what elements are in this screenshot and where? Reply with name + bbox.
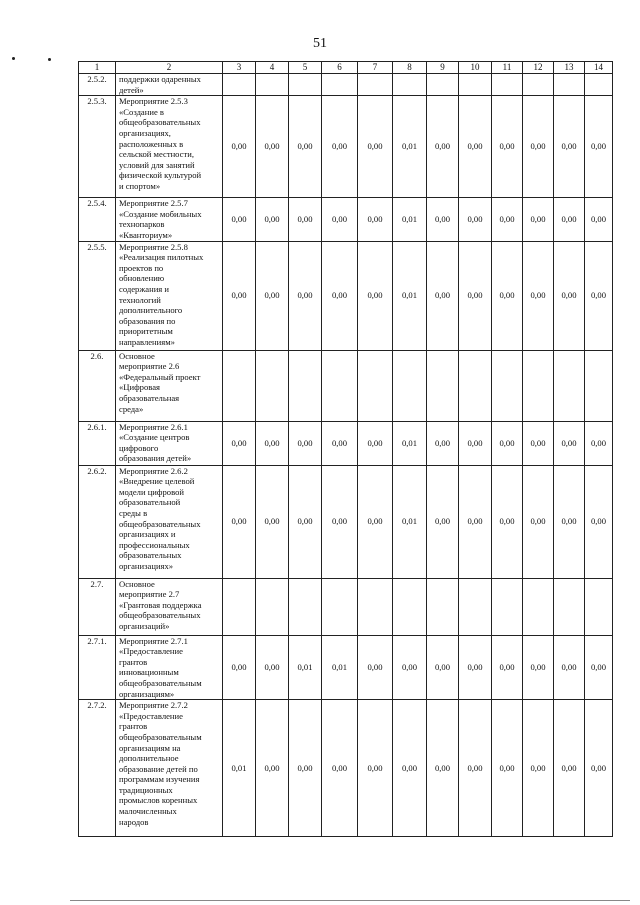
value-cell: 0,00 <box>492 241 523 350</box>
value-cell: 0,00 <box>427 96 459 198</box>
value-cell: 0,01 <box>223 700 256 837</box>
value-cell: 0,00 <box>585 421 613 465</box>
value-cell <box>322 350 358 421</box>
value-cell: 0,00 <box>289 465 322 578</box>
value-cell: 0,00 <box>223 421 256 465</box>
value-cell: 0,00 <box>554 241 585 350</box>
page-number: 51 <box>313 36 327 51</box>
column-header: 5 <box>289 62 322 74</box>
value-cell: 0,00 <box>554 96 585 198</box>
value-cell: 0,00 <box>459 465 492 578</box>
value-cell: 0,00 <box>554 465 585 578</box>
value-cell: 0,00 <box>223 241 256 350</box>
row-number: 2.5.5. <box>79 241 116 350</box>
value-cell: 0,00 <box>358 421 393 465</box>
value-cell <box>256 578 289 635</box>
column-header: 2 <box>116 62 223 74</box>
table-row <box>79 241 613 350</box>
value-cell: 0,00 <box>523 421 554 465</box>
row-number: 2.6. <box>79 350 116 421</box>
table-row <box>79 74 613 96</box>
value-cell: 0,01 <box>393 465 427 578</box>
row-number: 2.5.3. <box>79 96 116 198</box>
value-cell: 0,00 <box>523 700 554 837</box>
table-row <box>79 578 613 635</box>
value-cell <box>585 578 613 635</box>
value-cell <box>459 350 492 421</box>
value-cell: 0,00 <box>358 198 393 241</box>
value-cell: 0,00 <box>256 241 289 350</box>
table-row <box>79 96 613 198</box>
value-cell: 0,00 <box>523 96 554 198</box>
value-cell <box>523 350 554 421</box>
value-cell <box>289 578 322 635</box>
value-cell: 0,00 <box>358 465 393 578</box>
value-cell: 0,00 <box>585 198 613 241</box>
value-cell <box>256 350 289 421</box>
value-cell: 0,00 <box>427 700 459 837</box>
activity-name: Основное мероприятие 2.6 «Федеральный проект «Цифровая образовательная среда» <box>116 350 223 421</box>
value-cell: 0,00 <box>427 198 459 241</box>
value-cell <box>523 74 554 96</box>
value-cell: 0,00 <box>289 700 322 837</box>
value-cell <box>585 350 613 421</box>
activity-name: Мероприятие 2.5.8 «Реализация пилотных проектов по обновлению содержания и технологий дополнительного образования по приоритетным направлениям» <box>116 241 223 350</box>
activity-name: Мероприятие 2.5.3 «Создание в общеобразовательных организациях, расположенных в сельской местности, условий для занятий физической культурой и спортом» <box>116 96 223 198</box>
value-cell: 0,00 <box>492 198 523 241</box>
value-cell: 0,00 <box>223 96 256 198</box>
value-cell <box>358 578 393 635</box>
value-cell: 0,00 <box>427 421 459 465</box>
activity-name: поддержки одаренных детей» <box>116 74 223 96</box>
activity-name: Мероприятие 2.5.7 «Создание мобильных технопарков «Кванториум» <box>116 198 223 241</box>
activity-name: Мероприятие 2.6.1 «Создание центров цифрового образования детей» <box>116 421 223 465</box>
value-cell: 0,01 <box>393 96 427 198</box>
value-cell: 0,00 <box>523 241 554 350</box>
value-cell: 0,00 <box>256 96 289 198</box>
value-cell <box>393 74 427 96</box>
value-cell <box>492 578 523 635</box>
value-cell: 0,01 <box>289 635 322 700</box>
value-cell: 0,00 <box>256 700 289 837</box>
table-header-row <box>79 62 613 74</box>
value-cell: 0,00 <box>256 198 289 241</box>
value-cell: 0,00 <box>585 241 613 350</box>
value-cell: 0,00 <box>585 465 613 578</box>
column-header: 9 <box>427 62 459 74</box>
value-cell: 0,00 <box>523 198 554 241</box>
table-row <box>79 700 613 837</box>
value-cell: 0,00 <box>322 198 358 241</box>
value-cell: 0,00 <box>523 635 554 700</box>
value-cell <box>223 74 256 96</box>
scan-speck <box>12 57 15 60</box>
row-number: 2.7.1. <box>79 635 116 700</box>
row-number: 2.6.1. <box>79 421 116 465</box>
value-cell: 0,00 <box>289 198 322 241</box>
value-cell: 0,00 <box>585 635 613 700</box>
value-cell: 0,00 <box>256 421 289 465</box>
row-number: 2.7. <box>79 578 116 635</box>
table-row <box>79 465 613 578</box>
value-cell: 0,00 <box>322 96 358 198</box>
scan-speck <box>48 58 51 61</box>
value-cell: 0,00 <box>554 700 585 837</box>
value-cell: 0,00 <box>358 241 393 350</box>
value-cell: 0,00 <box>427 465 459 578</box>
table-row <box>79 635 613 700</box>
value-cell: 0,00 <box>223 198 256 241</box>
value-cell: 0,00 <box>585 96 613 198</box>
column-header: 7 <box>358 62 393 74</box>
value-cell <box>554 74 585 96</box>
column-header: 1 <box>79 62 116 74</box>
column-header: 11 <box>492 62 523 74</box>
value-cell: 0,01 <box>393 421 427 465</box>
value-cell <box>322 578 358 635</box>
value-cell <box>223 350 256 421</box>
value-cell: 0,00 <box>223 635 256 700</box>
row-number: 2.7.2. <box>79 700 116 837</box>
value-cell <box>393 350 427 421</box>
value-cell: 0,00 <box>322 421 358 465</box>
value-cell: 0,00 <box>459 96 492 198</box>
page-bottom-edge <box>70 900 630 901</box>
table-row <box>79 350 613 421</box>
row-number: 2.5.4. <box>79 198 116 241</box>
activity-name: Основное мероприятие 2.7 «Грантовая поддержка общеобразовательных организаций» <box>116 578 223 635</box>
value-cell: 0,00 <box>459 700 492 837</box>
value-cell: 0,00 <box>322 700 358 837</box>
value-cell <box>223 578 256 635</box>
value-cell: 0,00 <box>289 241 322 350</box>
column-header: 8 <box>393 62 427 74</box>
value-cell <box>289 350 322 421</box>
value-cell: 0,00 <box>427 635 459 700</box>
value-cell: 0,00 <box>492 700 523 837</box>
value-cell <box>358 350 393 421</box>
value-cell <box>427 74 459 96</box>
value-cell: 0,00 <box>492 96 523 198</box>
value-cell: 0,00 <box>358 96 393 198</box>
value-cell <box>492 74 523 96</box>
value-cell: 0,00 <box>459 241 492 350</box>
value-cell: 0,00 <box>358 635 393 700</box>
value-cell <box>322 74 358 96</box>
value-cell <box>459 578 492 635</box>
value-cell: 0,00 <box>322 241 358 350</box>
value-cell: 0,01 <box>393 198 427 241</box>
value-cell: 0,01 <box>322 635 358 700</box>
value-cell <box>523 578 554 635</box>
row-number: 2.5.2. <box>79 74 116 96</box>
value-cell <box>427 578 459 635</box>
column-header: 14 <box>585 62 613 74</box>
column-header: 3 <box>223 62 256 74</box>
value-cell: 0,01 <box>393 241 427 350</box>
value-cell: 0,00 <box>358 700 393 837</box>
value-cell: 0,00 <box>459 635 492 700</box>
budget-table <box>78 61 613 837</box>
value-cell <box>256 74 289 96</box>
row-number: 2.6.2. <box>79 465 116 578</box>
value-cell <box>585 74 613 96</box>
value-cell: 0,00 <box>322 465 358 578</box>
value-cell: 0,00 <box>427 241 459 350</box>
column-header: 10 <box>459 62 492 74</box>
value-cell <box>459 74 492 96</box>
table-row <box>79 198 613 241</box>
value-cell <box>427 350 459 421</box>
value-cell: 0,00 <box>393 635 427 700</box>
column-header: 13 <box>554 62 585 74</box>
column-header: 12 <box>523 62 554 74</box>
value-cell: 0,00 <box>393 700 427 837</box>
value-cell: 0,00 <box>256 465 289 578</box>
value-cell: 0,00 <box>223 465 256 578</box>
value-cell: 0,00 <box>459 198 492 241</box>
column-header: 6 <box>322 62 358 74</box>
value-cell <box>492 350 523 421</box>
value-cell: 0,00 <box>492 421 523 465</box>
value-cell: 0,00 <box>585 700 613 837</box>
value-cell <box>554 350 585 421</box>
value-cell: 0,00 <box>554 198 585 241</box>
value-cell: 0,00 <box>523 465 554 578</box>
value-cell: 0,00 <box>554 421 585 465</box>
table-row <box>79 421 613 465</box>
value-cell: 0,00 <box>289 96 322 198</box>
value-cell <box>393 578 427 635</box>
value-cell: 0,00 <box>492 465 523 578</box>
value-cell: 0,00 <box>554 635 585 700</box>
activity-name: Мероприятие 2.6.2 «Внедрение целевой модели цифровой образовательной среды в общеобразовательных организациях и профессиональных образовательных организациях» <box>116 465 223 578</box>
activity-name: Мероприятие 2.7.2 «Предоставление грантов общеобразовательным организациям на дополнительное образование детей по программам изучения традиционных промыслов коренных малочисленных народов <box>116 700 223 837</box>
value-cell: 0,00 <box>289 421 322 465</box>
value-cell: 0,00 <box>256 635 289 700</box>
value-cell: 0,00 <box>459 421 492 465</box>
activity-name: Мероприятие 2.7.1 «Предоставление грантов инновационным общеобразовательным организациям» <box>116 635 223 700</box>
value-cell: 0,00 <box>492 635 523 700</box>
value-cell <box>554 578 585 635</box>
value-cell <box>358 74 393 96</box>
value-cell <box>289 74 322 96</box>
column-header: 4 <box>256 62 289 74</box>
